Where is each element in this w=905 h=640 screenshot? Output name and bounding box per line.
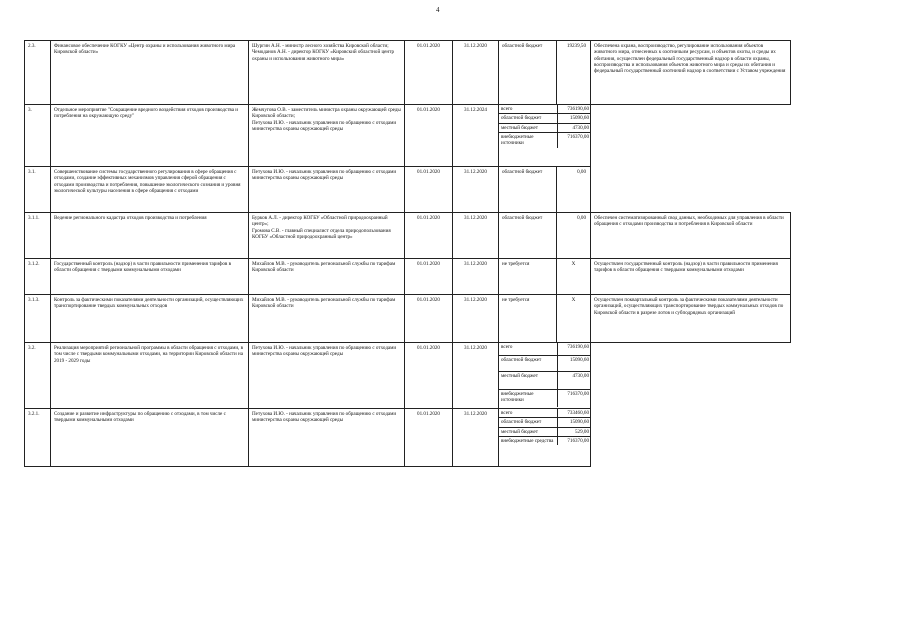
source-label: внебюджетные источники [501, 134, 534, 147]
expected-result: Осуществлен государственный контроль (надзор) в части правильности применения тарифов в области обращения с твердыми коммунальными отходами [591, 259, 791, 295]
source-value: 15090,60 [557, 114, 591, 123]
funding-source: областной бюджет [499, 41, 557, 105]
activity-name: Ведение регионального кадастра отходов производства и потребления [51, 213, 249, 259]
table-row [25, 167, 791, 213]
table-row [25, 213, 791, 259]
activity-name: Создание и развитие инфраструктуры по обращению с отходами, в том числе с твердыми коммунальными отходами [51, 409, 249, 467]
activity-name: Реализация мероприятий региональной программы в области обращения с отходами, в том числе с твердыми коммунальными отходами, на территории Кировской области на 2019 - 2029 годы [51, 343, 249, 409]
table-row [25, 105, 791, 167]
responsible: Михайлов М.В. - руководитель региональной службы по тарифам Кировской области [249, 295, 405, 343]
source-value: 716370,00 [557, 437, 591, 446]
row-number: 3.1. [25, 167, 51, 213]
end-date: 31.12.2020 [453, 343, 499, 409]
start-date: 01.01.2020 [405, 41, 453, 105]
source-value: 4730,00 [557, 371, 591, 389]
funding-source: не требуется [499, 259, 557, 295]
source-label: всего [499, 343, 557, 355]
funding-breakdown [499, 105, 591, 167]
end-date: 31.12.2020 [453, 213, 499, 259]
row-number: 3.2. [25, 343, 51, 409]
start-date: 01.01.2020 [405, 343, 453, 409]
row-number: 3.2.1. [25, 409, 51, 467]
start-date: 01.01.2020 [405, 105, 453, 167]
source-value: 733460,60 [557, 409, 591, 418]
activity-name: Отдельное мероприятие "Сокращение вредного воздействия отходов производства и потребления на окружающую среду" [51, 105, 249, 167]
source-value: 736190,60 [557, 343, 591, 355]
responsible: Бурков А.Л. - директор КОГБУ «Областной природоохранный центр»; Громова С.В. - главный специалист отдела природопользования КОГБУ «Областной природоохранный центр» [249, 213, 405, 259]
table-row [25, 343, 791, 409]
funding-amount: Х [557, 259, 591, 295]
end-date: 31.12.2020 [453, 259, 499, 295]
table-row [25, 409, 791, 467]
start-date: 01.01.2020 [405, 295, 453, 343]
expected-result [591, 343, 791, 409]
source-value: 716370,00 [557, 133, 591, 148]
table-row [25, 295, 791, 343]
row-number: 2.3. [25, 41, 51, 105]
funding-breakdown [499, 409, 591, 467]
start-date: 01.01.2020 [405, 409, 453, 467]
source-label: местный бюджет [499, 371, 557, 389]
source-value: 15090,60 [557, 355, 591, 371]
end-date: 31.12.2020 [453, 409, 499, 467]
source-label: областной бюджет [499, 355, 557, 371]
responsible: Жемчугова О.В. - заместитель министра охраны окружающей среды Кировской области; Петухова И.Ю. - начальник управления по обращению с отходами министерства охраны окружающей среды [249, 105, 405, 167]
funding-breakdown [499, 343, 591, 409]
activity-name: Контроль за фактическими показателями деятельности организаций, осуществляющих транспортирование твердых коммунальных отходов [51, 295, 249, 343]
start-date: 01.01.2020 [405, 167, 453, 213]
activity-name: Государственный контроль (надзор) в части правильности применения тарифов в области обращения с твердыми коммунальными отходами [51, 259, 249, 295]
page-number: 4 [436, 6, 440, 14]
row-number: 3. [25, 105, 51, 167]
responsible: Шургин А.Н. - министр лесного хозяйства Кировской области; Чемоданов А.Н. - директор КОГКУ «Кировский областной центр охраны и использования животного мира» [249, 41, 405, 105]
expected-result [591, 409, 791, 467]
source-label: местный бюджет [499, 427, 557, 436]
funding-source: не требуется [499, 295, 557, 343]
funding-source: областной бюджет [499, 213, 557, 259]
expected-result [591, 105, 791, 167]
row-number: 3.1.2. [25, 259, 51, 295]
table-row [25, 41, 791, 105]
start-date: 01.01.2020 [405, 213, 453, 259]
end-date: 31.12.2020 [453, 167, 499, 213]
funding-amount: 0,00 [557, 167, 591, 213]
funding-amount: 19239,50 [557, 41, 591, 105]
funding-source: областной бюджет [499, 167, 557, 213]
source-label: внебюджетные средства [501, 438, 554, 445]
responsible: Михайлов М.В. - руководитель региональной службы по тарифам Кировской области [249, 259, 405, 295]
table-row [25, 259, 791, 295]
source-label: областной бюджет [499, 418, 557, 427]
row-number: 3.1.1. [25, 213, 51, 259]
source-value: 529,00 [557, 427, 591, 436]
source-value: 15090,60 [557, 418, 591, 427]
source-label: местный бюджет [499, 123, 557, 132]
source-value: 736190,60 [557, 105, 591, 114]
source-value: 716370,00 [557, 389, 591, 407]
expected-result: Обеспечена охрана, воспроизводство, регулирование использования объектов животного мира, отнесенных к охотничьим ресурсам, и объектов охоты, и среды их обитания, осуществлен федеральный государственный надзор в области охраны, воспроизводства и использования объектов животного мира и среды их обитания и федеральный государственный охотничий надзор в соответствии с Уставом учреждения [591, 41, 791, 105]
start-date: 01.01.2020 [405, 259, 453, 295]
end-date: 31.12.2020 [453, 295, 499, 343]
source-label: всего [499, 105, 557, 114]
activity-name: Совершенствование системы государственного регулирования в сфере обращения с отходами, создание эффективных механизмов управления сферой обращения с отходами производства и потребления, повышение экологического сознания и уровня экологической культуры населения в сфере обращения с отходами [51, 167, 249, 213]
end-date: 31.12.2024 [453, 105, 499, 167]
expected-result: Осуществлен поквартальный контроль за фактическими показателями деятельности организаций, осуществляющих транспортирование твердых коммунальных отходов по Кировской области в разрезе лотов и субподрядных организаций [591, 295, 791, 343]
expected-result: Обеспечен систематизированный свод данных, необходимых для управления в области обращения с отходами производства и потребления в Кировской области [591, 213, 791, 259]
row-number: 3.1.3. [25, 295, 51, 343]
source-value: 4730,00 [557, 123, 591, 132]
activity-name: Финансовое обеспечение КОГКУ «Центр охраны и использования животного мира Кировской области» [51, 41, 249, 105]
funding-amount: 0,00 [557, 213, 591, 259]
source-label: областной бюджет [499, 114, 557, 123]
expected-result [591, 167, 791, 213]
source-label: внебюджетные источники [501, 390, 534, 403]
end-date: 31.12.2020 [453, 41, 499, 105]
source-label: всего [499, 409, 557, 418]
responsible: Петухова И.Ю. - начальник управления по обращению с отходами министерства охраны окружающей среды [249, 343, 405, 409]
plan-table [24, 40, 791, 467]
responsible: Петухова И.Ю. - начальник управления по обращению с отходами министерства охраны окружающей среды [249, 409, 405, 467]
responsible: Петухова И.Ю. - начальник управления по обращению с отходами министерства охраны окружающей среды [249, 167, 405, 213]
funding-amount: Х [557, 295, 591, 343]
